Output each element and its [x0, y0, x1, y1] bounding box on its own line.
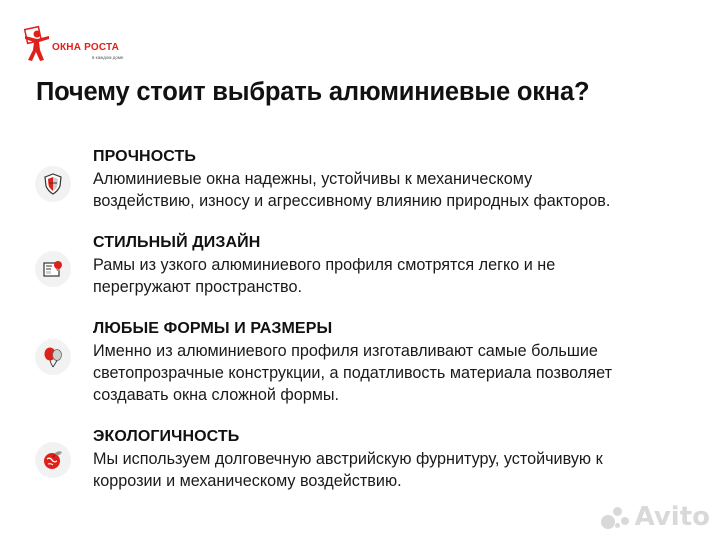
feature-title: ЛЮБЫЕ ФОРМЫ И РАЗМЕРЫ [93, 320, 333, 337]
feature-line: светопрозрачные конструкции, а податливость материала позволяет [93, 364, 613, 382]
feature-line: перегружают пространство. [93, 278, 302, 296]
brand-name: ОКНА РОСТА [52, 42, 120, 53]
feature-description [93, 168, 610, 212]
page-title: Почему стоит выбрать алюминиевые окна? [36, 78, 590, 106]
feature-line: Рамы из узкого алюминиевого профиля смотрятся легко и не [93, 256, 556, 274]
feature-line: воздействию, износу и агрессивному влиянию природных факторов. [93, 192, 611, 210]
watermark-text: Avito [634, 502, 710, 532]
logo-figure-icon [22, 24, 52, 62]
feature-title: ПРОЧНОСТЬ [93, 148, 196, 165]
feature-icon-badge [35, 166, 71, 202]
feature-line: создавать окна сложной формы. [93, 386, 339, 404]
feature-line: Мы используем долговечную австрийскую фурнитуру, устойчивую к [93, 450, 603, 468]
feature-icon-badge [35, 442, 71, 478]
design-board-icon [41, 257, 65, 281]
balloons-icon [41, 345, 65, 369]
feature-line: Именно из алюминиевого профиля изготавливают самые большие [93, 342, 598, 360]
feature-icon-badge [35, 339, 71, 375]
feature-title: СТИЛЬНЫЙ ДИЗАЙН [93, 234, 261, 251]
brand-tagline: в каждом доме [92, 55, 124, 60]
avito-dots-icon [601, 505, 631, 531]
feature-line: коррозии и механическому воздействию. [93, 472, 402, 490]
feature-description [93, 340, 612, 406]
feature-description [93, 448, 603, 492]
feature-title: ЭКОЛОГИЧНОСТЬ [93, 428, 240, 445]
avito-watermark [601, 502, 710, 532]
shield-icon [41, 172, 65, 196]
feature-icon-badge [35, 251, 71, 287]
eco-globe-icon [41, 448, 65, 472]
feature-description [93, 254, 555, 298]
feature-line: Алюминиевые окна надежны, устойчивы к механическому [93, 170, 533, 188]
brand-logo [22, 24, 132, 64]
